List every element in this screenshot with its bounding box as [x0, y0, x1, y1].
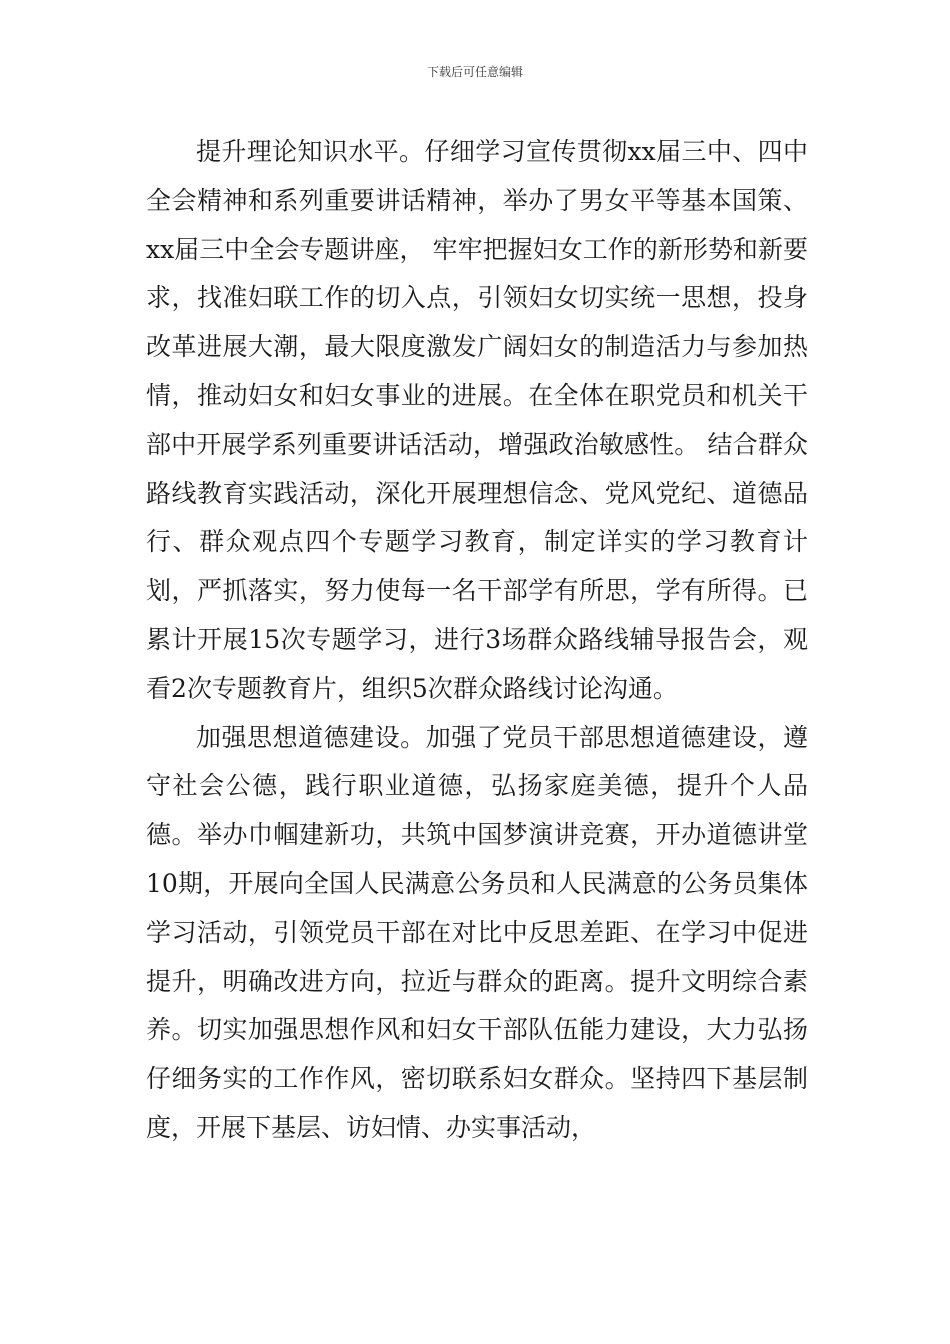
- paragraph-theory-study: 提升理论知识水平。仔细学习宣传贯彻xx届三中、四中全会精神和系列重要讲话精神，举办了男女平等基本国策、xx届三中全会专题讲座， 牢牢把握妇女工作的新形势和新要求，找准妇联工作的切入点，引领妇女切实统一思想，投身改革进展大潮，最大限度激发广阔妇女的制造活力与参加热情，推动妇女和妇女事业的进展。在全体在职党员和机关干部中开展学系列重要讲话活动，增强政治敏感性。 结合群众路线教育实践活动，深化开展理想信念、党风党纪、道德品行、群众观点四个专题学习教育，制定详实的学习教育计划，严抓落实，努力使每一名干部学有所思，学有所得。已累计开展15次专题学习，进行3场群众路线辅导报告会，观看2次专题教育片，组织5次群众路线讨论沟通。: [146, 137, 808, 703]
- paragraph-moral-building: 加强思想道德建设。加强了党员干部思想道德建设，遵守社会公德，践行职业道德，弘扬家庭美德，提升个人品德。举办巾帼建新功，共筑中国梦演讲竞赛，开办道德讲堂10期，开展向全国人民满意公务员和人民满意的公务员集体学习活动，引领党员干部在对比中反思差距、在学习中促进提升，明确改进方向，拉近与群众的距离。提升文明综合素养。切实加强思想作风和妇女干部队伍能力建设，大力弘扬仔细务实的工作作风，密切联系妇女群众。坚持四下基层制度，开展下基层、访妇情、办实事活动，: [146, 722, 808, 1142]
- document-body: [146, 128, 808, 1153]
- page-header: 下载后可任意编辑: [426, 65, 523, 79]
